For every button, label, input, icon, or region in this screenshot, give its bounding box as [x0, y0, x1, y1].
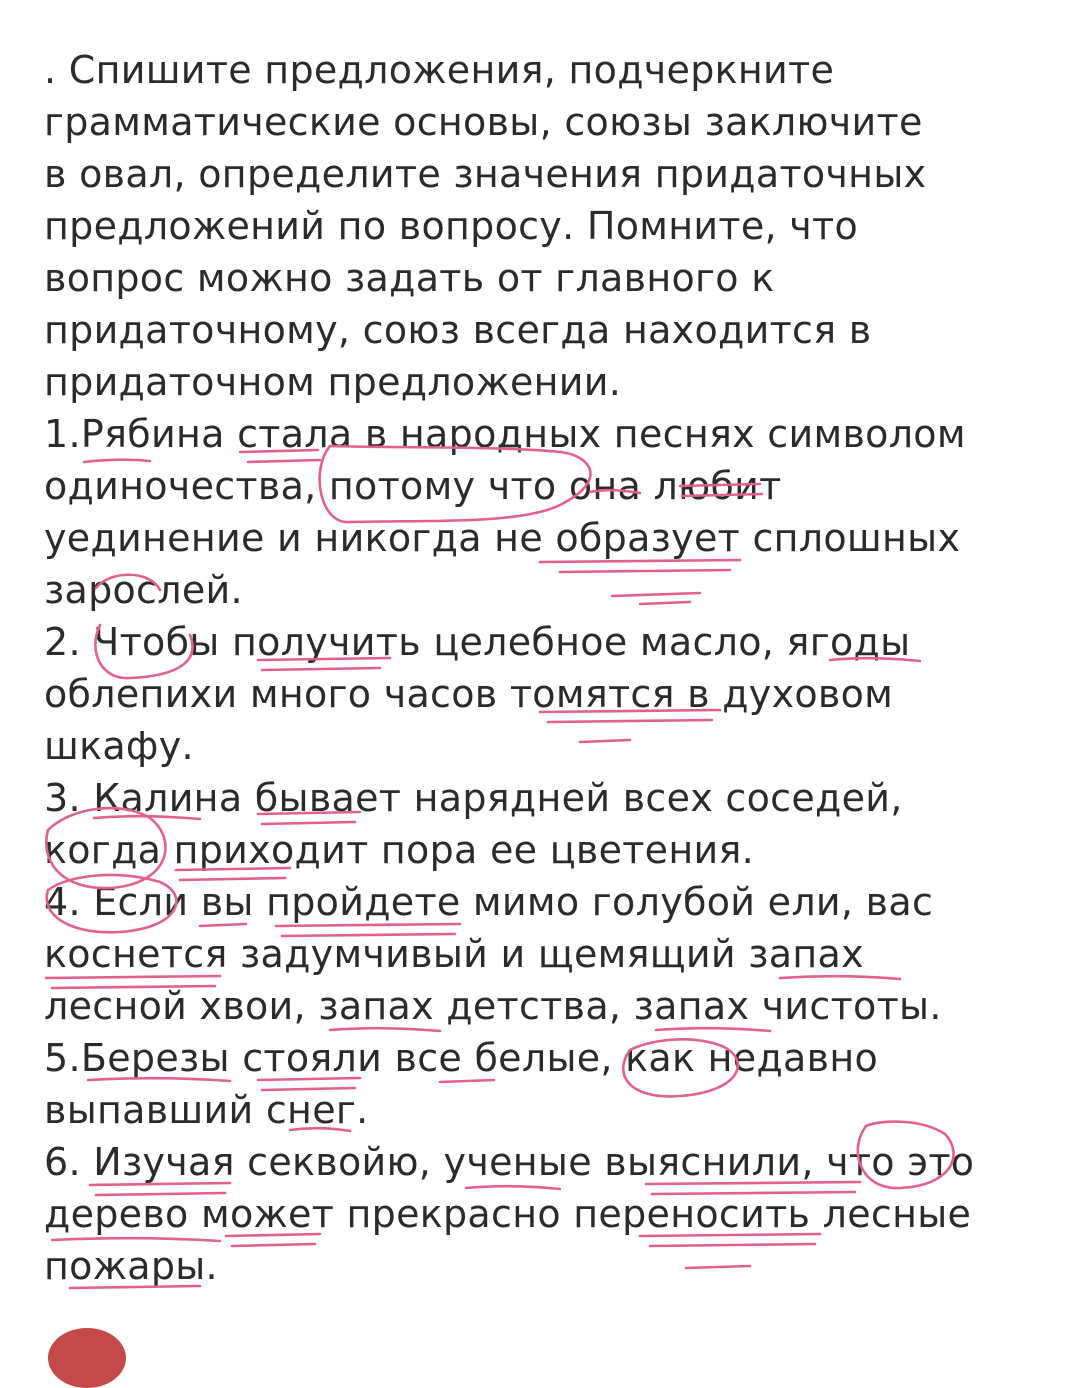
text-line: вопрос можно задать от главного к	[44, 256, 775, 300]
sentence-1-line: 1.Рябина стала в народных песнях символом	[44, 412, 966, 456]
exercise-text	[44, 44, 1064, 1292]
text-line: предложений по вопросу. Помните, что	[44, 204, 858, 248]
sentence-6-line: дерево может прекрасно переносить лесные	[44, 1192, 972, 1236]
corner-mark	[48, 1328, 126, 1388]
sentence-1-line: одиночества, потому что она любит	[44, 464, 782, 508]
text-line: в овал, определите значения придаточных	[44, 152, 927, 196]
sentence-2-line: облепихи много часов томятся в духовом	[44, 672, 894, 716]
sentence-2-line: шкафу.	[44, 724, 194, 768]
sentence-1-line: зарослей.	[44, 568, 243, 612]
sentence-5-line: 5.Березы стояли все белые, как недавно	[44, 1036, 879, 1080]
sentence-3-line: 3. Калина бывает нарядней всех соседей,	[44, 776, 903, 820]
sentence-3-line: когда приходит пора ее цветения.	[44, 828, 755, 872]
text-line: . Спишите предложения, подчеркните	[44, 48, 835, 92]
sentence-6-line: 6. Изучая секвойю, ученые выяснили, что это	[44, 1140, 975, 1184]
sentence-4-line: лесной хвои, запах детства, запах чистоты.	[44, 984, 942, 1028]
sentence-5-line: выпавший снег.	[44, 1088, 369, 1132]
text-line: грамматические основы, союзы заключите	[44, 100, 923, 144]
sentence-1-line: уединение и никогда не образует сплошных	[44, 516, 961, 560]
sentence-6-line: пожары.	[44, 1244, 218, 1288]
text-line: придаточном предложении.	[44, 360, 622, 404]
sentence-4-line: коснется задумчивый и щемящий запах	[44, 932, 864, 976]
sentence-2-line: 2. Чтобы получить целебное масло, ягоды	[44, 620, 911, 664]
text-line: придаточному, союз всегда находится в	[44, 308, 872, 352]
sentence-4-line: 4. Если вы пройдете мимо голубой ели, вас	[44, 880, 934, 924]
